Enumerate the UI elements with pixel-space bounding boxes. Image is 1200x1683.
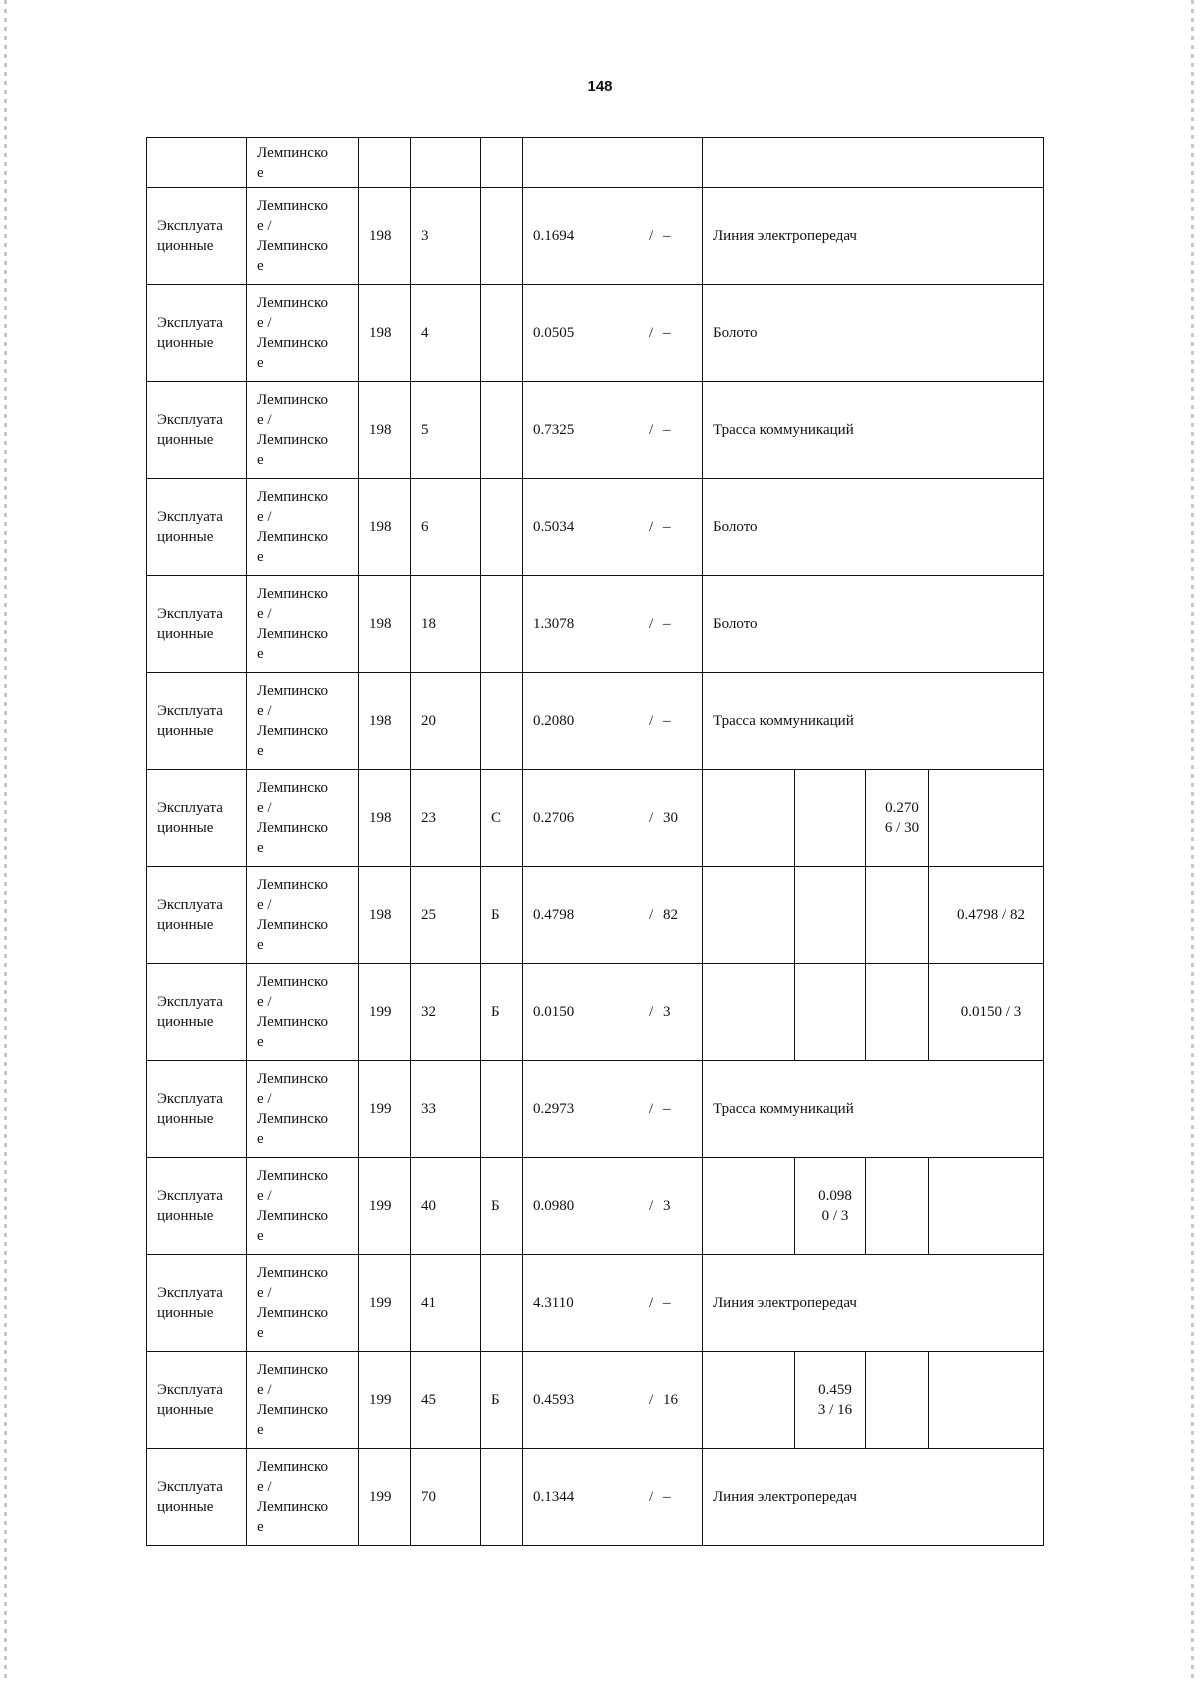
area-value: 1.3078 xyxy=(533,616,575,632)
kind-line: Эксплуата xyxy=(157,1285,223,1301)
area-value: 0.0505 xyxy=(533,325,575,341)
kind-line: ционные xyxy=(157,1014,214,1030)
location-line: е / xyxy=(257,1188,272,1204)
cell-area xyxy=(523,1352,703,1449)
location-line: е / xyxy=(257,218,272,234)
cell-area xyxy=(523,1158,703,1255)
cell-kind xyxy=(147,138,247,188)
subcolumn-value: 0.459 3 / 16 xyxy=(817,1382,853,1418)
cell-block: 198 xyxy=(359,867,411,964)
location-line: Лемпинско xyxy=(257,917,328,933)
area-value: 0.0150 xyxy=(533,1004,575,1020)
location-line: е xyxy=(257,452,264,468)
cell-subcolumn-2 xyxy=(795,867,866,964)
location-line: Лемпинско xyxy=(257,820,328,836)
cell-kind xyxy=(147,1352,247,1449)
area-value: 0.1694 xyxy=(533,228,575,244)
table-row xyxy=(147,285,1044,382)
location-line: е xyxy=(257,258,264,274)
cell-plot: 70 xyxy=(411,1449,481,1546)
kind-line: Эксплуата xyxy=(157,800,223,816)
cell-class: Б xyxy=(481,1352,523,1449)
cell-area xyxy=(523,1255,703,1352)
area-value: 0.0980 xyxy=(533,1198,575,1214)
area-separator: / xyxy=(649,1004,654,1020)
location-line: е / xyxy=(257,1382,272,1398)
cell-block: 198 xyxy=(359,382,411,479)
cell-subcolumn-1 xyxy=(703,1352,795,1449)
cell-block: 199 xyxy=(359,1061,411,1158)
table-row xyxy=(147,188,1044,285)
cell-area xyxy=(523,770,703,867)
kind-line: ционные xyxy=(157,432,214,448)
kind-line: ционные xyxy=(157,626,214,642)
cell-class xyxy=(481,673,523,770)
cell-note: Линия электропередач xyxy=(703,1449,1044,1546)
cell-note: Трасса коммуникаций xyxy=(703,382,1044,479)
location-line: Лемпинско xyxy=(257,392,328,408)
cell-note: Линия электропередач xyxy=(703,1255,1044,1352)
location-line: е / xyxy=(257,606,272,622)
cell-class: С xyxy=(481,770,523,867)
area-value: 0.2973 xyxy=(533,1101,575,1117)
cell-class xyxy=(481,138,523,188)
cell-block: 198 xyxy=(359,188,411,285)
cell-plot: 18 xyxy=(411,576,481,673)
location-line: Лемпинско xyxy=(257,198,328,214)
cell-subcolumn-4 xyxy=(929,867,1044,964)
area-separator: / xyxy=(649,228,654,244)
cell-subcolumn-4 xyxy=(929,964,1044,1061)
area-value: 0.2706 xyxy=(533,810,575,826)
cell-kind xyxy=(147,673,247,770)
area-value: 0.5034 xyxy=(533,519,575,535)
cell-class: Б xyxy=(481,964,523,1061)
kind-line: ционные xyxy=(157,917,214,933)
kind-line: Эксплуата xyxy=(157,315,223,331)
area-share: 3 xyxy=(663,1198,671,1214)
kind-line: ционные xyxy=(157,1402,214,1418)
cell-subcolumn-3 xyxy=(866,1352,929,1449)
cell-kind xyxy=(147,964,247,1061)
area-value: 0.7325 xyxy=(533,422,575,438)
area-share: 16 xyxy=(663,1392,678,1408)
location-line: е / xyxy=(257,703,272,719)
cell-plot: 3 xyxy=(411,188,481,285)
area-separator: / xyxy=(649,616,654,632)
cell-kind xyxy=(147,285,247,382)
page-number: 148 xyxy=(587,78,613,95)
location-line: е xyxy=(257,1325,264,1341)
cell-kind xyxy=(147,770,247,867)
location-line: е / xyxy=(257,315,272,331)
cell-subcolumn-3 xyxy=(866,867,929,964)
cell-subcolumn-1 xyxy=(703,1158,795,1255)
location-line: Лемпинско xyxy=(257,586,328,602)
area-separator: / xyxy=(649,907,654,923)
cell-block: 198 xyxy=(359,770,411,867)
location-line: Лемпинско xyxy=(257,723,328,739)
cell-class xyxy=(481,1061,523,1158)
cell-location xyxy=(247,382,359,479)
cell-subcolumn-2 xyxy=(795,770,866,867)
table-row xyxy=(147,867,1044,964)
location-line: е / xyxy=(257,509,272,525)
cell-subcolumn-2 xyxy=(795,1158,866,1255)
cell-area xyxy=(523,479,703,576)
location-line: Лемпинско xyxy=(257,974,328,990)
location-line: Лемпинско xyxy=(257,1305,328,1321)
cell-kind xyxy=(147,1449,247,1546)
area-share: – xyxy=(663,616,671,632)
kind-line: Эксплуата xyxy=(157,412,223,428)
area-share: – xyxy=(663,228,671,244)
location-line: е xyxy=(257,1228,264,1244)
kind-line: Эксплуата xyxy=(157,218,223,234)
table-row xyxy=(147,382,1044,479)
location-line: Лемпинско xyxy=(257,335,328,351)
cell-class xyxy=(481,479,523,576)
area-share: – xyxy=(663,1295,671,1311)
cell-location xyxy=(247,673,359,770)
cell-location xyxy=(247,576,359,673)
table-row xyxy=(147,1352,1044,1449)
location-line: е xyxy=(257,549,264,565)
cell-class xyxy=(481,285,523,382)
location-line: Лемпинско xyxy=(257,1459,328,1475)
cell-block: 199 xyxy=(359,1255,411,1352)
location-line: е xyxy=(257,355,264,371)
area-separator: / xyxy=(649,325,654,341)
cell-subcolumn-2 xyxy=(795,964,866,1061)
area-separator: / xyxy=(649,519,654,535)
area-separator: / xyxy=(649,1392,654,1408)
cell-kind xyxy=(147,1158,247,1255)
area-share: – xyxy=(663,325,671,341)
cell-area xyxy=(523,382,703,479)
location-line: е xyxy=(257,1131,264,1147)
location-line: е xyxy=(257,840,264,856)
cell-plot: 20 xyxy=(411,673,481,770)
location-line: е / xyxy=(257,994,272,1010)
location-line: Лемпинско xyxy=(257,780,328,796)
cell-note: Болото xyxy=(703,479,1044,576)
cell-plot xyxy=(411,138,481,188)
subcolumn-value: 0.4798 / 82 xyxy=(957,907,1025,923)
area-separator: / xyxy=(649,1295,654,1311)
table-row xyxy=(147,479,1044,576)
location-line: е / xyxy=(257,1479,272,1495)
table-row-continuation xyxy=(147,138,1044,188)
cell-kind xyxy=(147,479,247,576)
area-separator: / xyxy=(649,1198,654,1214)
cell-block xyxy=(359,138,411,188)
cell-kind xyxy=(147,382,247,479)
cell-area xyxy=(523,964,703,1061)
cell-note: Линия электропередач xyxy=(703,188,1044,285)
area-value: 4.3110 xyxy=(533,1295,574,1311)
cell-subcolumn-1 xyxy=(703,964,795,1061)
cell-kind xyxy=(147,1061,247,1158)
cell-note: Болото xyxy=(703,576,1044,673)
location-line: Лемпинско xyxy=(257,1499,328,1515)
cell-location xyxy=(247,479,359,576)
cell-class xyxy=(481,188,523,285)
area-value: 0.2080 xyxy=(533,713,575,729)
location-line: е / xyxy=(257,1091,272,1107)
location-line: е / xyxy=(257,412,272,428)
kind-line: Эксплуата xyxy=(157,1091,223,1107)
cell-location xyxy=(247,1061,359,1158)
cell-block: 199 xyxy=(359,964,411,1061)
subcolumn-value: 0.098 0 / 3 xyxy=(818,1188,852,1224)
kind-line: Эксплуата xyxy=(157,994,223,1010)
kind-line: ционные xyxy=(157,335,214,351)
cell-block: 199 xyxy=(359,1158,411,1255)
kind-line: ционные xyxy=(157,529,214,545)
table-row xyxy=(147,1449,1044,1546)
kind-line: Эксплуата xyxy=(157,897,223,913)
kind-line: ционные xyxy=(157,1208,214,1224)
cell-plot: 40 xyxy=(411,1158,481,1255)
cell-note: Болото xyxy=(703,285,1044,382)
cell-subcolumn-3 xyxy=(866,964,929,1061)
location-line: Лемпинско xyxy=(257,432,328,448)
table-row xyxy=(147,1061,1044,1158)
location-line: е xyxy=(257,937,264,953)
location-line: Лемпинско xyxy=(257,295,328,311)
cell-plot: 25 xyxy=(411,867,481,964)
kind-line: Эксплуата xyxy=(157,1479,223,1495)
cell-kind xyxy=(147,867,247,964)
location-line: Лемпинско xyxy=(257,1111,328,1127)
location-line: е / xyxy=(257,1285,272,1301)
location-line: е xyxy=(257,1519,264,1535)
cell-area xyxy=(523,285,703,382)
cell-note: Трасса коммуникаций xyxy=(703,673,1044,770)
cell-area xyxy=(523,188,703,285)
kind-line: ционные xyxy=(157,723,214,739)
cell-class xyxy=(481,382,523,479)
area-share: 82 xyxy=(663,907,678,923)
area-share: – xyxy=(663,422,671,438)
cell-area xyxy=(523,1449,703,1546)
cell-kind xyxy=(147,576,247,673)
cell-class: Б xyxy=(481,1158,523,1255)
location-line: е / xyxy=(257,800,272,816)
location-line: Лемпинско xyxy=(257,1071,328,1087)
cell-subcolumn-4 xyxy=(929,1352,1044,1449)
kind-line: ционные xyxy=(157,820,214,836)
area-share: 30 xyxy=(663,810,678,826)
scan-edge-left xyxy=(4,0,7,1683)
cell-plot: 4 xyxy=(411,285,481,382)
area-share: 3 xyxy=(663,1004,671,1020)
scan-edge-right xyxy=(1191,0,1194,1683)
area-separator: / xyxy=(649,810,654,826)
location-line: е xyxy=(257,164,264,181)
cell-location xyxy=(247,1255,359,1352)
area-value: 0.4593 xyxy=(533,1392,575,1408)
land-plot-table xyxy=(146,137,1044,1546)
location-line: Лемпинско xyxy=(257,1168,328,1184)
area-separator: / xyxy=(649,422,654,438)
kind-line: Эксплуата xyxy=(157,1382,223,1398)
kind-line: Эксплуата xyxy=(157,703,223,719)
location-line: е xyxy=(257,743,264,759)
kind-line: Эксплуата xyxy=(157,1188,223,1204)
cell-plot: 5 xyxy=(411,382,481,479)
subcolumn-value: 0.270 6 / 30 xyxy=(884,800,920,836)
table-body xyxy=(147,138,1044,1546)
cell-location xyxy=(247,188,359,285)
kind-line: ционные xyxy=(157,238,214,254)
cell-note xyxy=(703,138,1044,188)
area-separator: / xyxy=(649,1489,654,1505)
cell-class: Б xyxy=(481,867,523,964)
location-line: Лемпинско xyxy=(257,1208,328,1224)
cell-location xyxy=(247,1158,359,1255)
location-line: Лемпинско xyxy=(257,877,328,893)
location-line: Лемпинско xyxy=(257,626,328,642)
cell-class xyxy=(481,1449,523,1546)
kind-line: ционные xyxy=(157,1305,214,1321)
location-line: Лемпинско xyxy=(257,144,328,161)
cell-area xyxy=(523,867,703,964)
cell-class xyxy=(481,576,523,673)
area-share: – xyxy=(663,1101,671,1117)
cell-area xyxy=(523,576,703,673)
table-row xyxy=(147,576,1044,673)
cell-block: 198 xyxy=(359,673,411,770)
cell-location xyxy=(247,285,359,382)
area-share: – xyxy=(663,519,671,535)
table-row xyxy=(147,770,1044,867)
location-line: Лемпинско xyxy=(257,1014,328,1030)
location-line: Лемпинско xyxy=(257,1265,328,1281)
cell-plot: 23 xyxy=(411,770,481,867)
cell-location xyxy=(247,138,359,188)
table-row xyxy=(147,1158,1044,1255)
table-row xyxy=(147,673,1044,770)
area-share: – xyxy=(663,1489,671,1505)
cell-plot: 33 xyxy=(411,1061,481,1158)
cell-plot: 6 xyxy=(411,479,481,576)
cell-subcolumn-4 xyxy=(929,770,1044,867)
kind-line: Эксплуата xyxy=(157,606,223,622)
cell-location xyxy=(247,770,359,867)
cell-block: 199 xyxy=(359,1352,411,1449)
cell-subcolumn-2 xyxy=(795,1352,866,1449)
subcolumn-value: 0.0150 / 3 xyxy=(960,1004,1022,1020)
table-row xyxy=(147,964,1044,1061)
area-share: – xyxy=(663,713,671,729)
kind-line: ционные xyxy=(157,1499,214,1515)
location-line: е xyxy=(257,1422,264,1438)
cell-kind xyxy=(147,188,247,285)
cell-plot: 41 xyxy=(411,1255,481,1352)
cell-area xyxy=(523,138,703,188)
cell-subcolumn-1 xyxy=(703,867,795,964)
area-separator: / xyxy=(649,713,654,729)
cell-subcolumn-1 xyxy=(703,770,795,867)
area-value: 0.4798 xyxy=(533,907,575,923)
location-line: Лемпинско xyxy=(257,1362,328,1378)
cell-subcolumn-3 xyxy=(866,1158,929,1255)
location-line: е xyxy=(257,646,264,662)
location-line: Лемпинско xyxy=(257,683,328,699)
cell-block: 198 xyxy=(359,576,411,673)
location-line: Лемпинско xyxy=(257,489,328,505)
cell-area xyxy=(523,673,703,770)
cell-kind xyxy=(147,1255,247,1352)
kind-line: ционные xyxy=(157,1111,214,1127)
location-line: Лемпинско xyxy=(257,238,328,254)
location-line: е / xyxy=(257,897,272,913)
cell-block: 198 xyxy=(359,285,411,382)
cell-location xyxy=(247,1352,359,1449)
cell-block: 199 xyxy=(359,1449,411,1546)
kind-line: Эксплуата xyxy=(157,509,223,525)
cell-location xyxy=(247,1449,359,1546)
cell-subcolumn-3 xyxy=(866,770,929,867)
table-row xyxy=(147,1255,1044,1352)
area-separator: / xyxy=(649,1101,654,1117)
cell-plot: 32 xyxy=(411,964,481,1061)
cell-subcolumn-4 xyxy=(929,1158,1044,1255)
cell-block: 198 xyxy=(359,479,411,576)
cell-location xyxy=(247,867,359,964)
location-line: Лемпинско xyxy=(257,1402,328,1418)
cell-note: Трасса коммуникаций xyxy=(703,1061,1044,1158)
location-line: Лемпинско xyxy=(257,529,328,545)
cell-location xyxy=(247,964,359,1061)
area-value: 0.1344 xyxy=(533,1489,575,1505)
cell-area xyxy=(523,1061,703,1158)
location-line: е xyxy=(257,1034,264,1050)
cell-plot: 45 xyxy=(411,1352,481,1449)
cell-class xyxy=(481,1255,523,1352)
